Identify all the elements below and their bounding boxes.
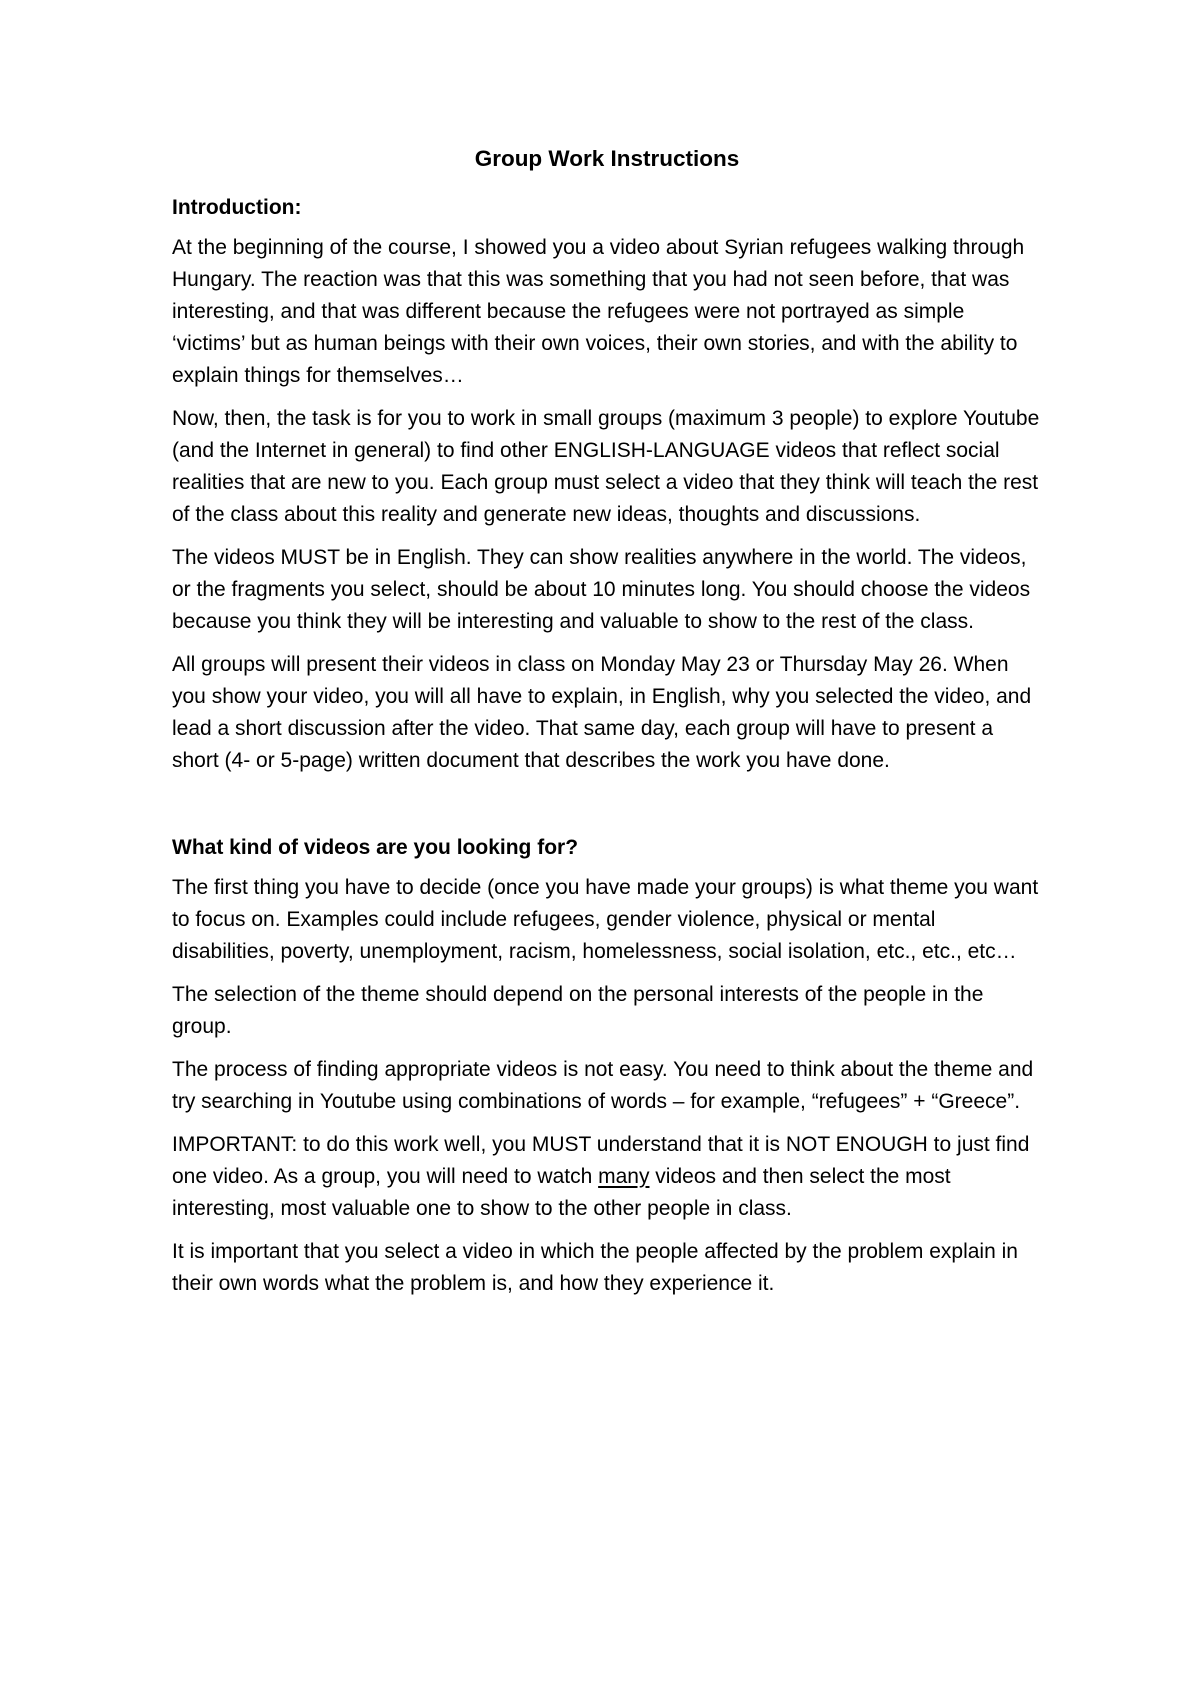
- videos-paragraph-4-end: videos and then select the most interesting, most valuable one to show to the other people in class.: [172, 1165, 951, 1220]
- videos-paragraph-3: The process of finding appropriate videos is not easy. You need to think about the theme and try searching in Youtube using combinations of words – for example, “refugees” + “Greece”.: [172, 1058, 1034, 1113]
- introduction-heading: Introduction:: [172, 196, 302, 219]
- section-spacer: [172, 788, 1042, 832]
- intro-paragraph-1: At the beginning of the course, I showed you a video about Syrian refugees walking through Hungary. The reaction was that this was something that you had not seen before, that was interesting, and that was different because the refugees were not portrayed as simple ‘victims’ but as human beings with their own voices, their own stories, and with the ability to explain things for themselves…: [172, 236, 1025, 387]
- emphasis-many: many: [598, 1165, 650, 1188]
- intro-paragraph-3: The videos MUST be in English. They can show realities anywhere in the world. The videos, or the fragments you select, should be about 10 minutes long. You should choose the videos because you think they will be interesting and valuable to show to the rest of the class.: [172, 546, 1031, 633]
- videos-paragraph-1: The first thing you have to decide (once you have made your groups) is what theme you want to focus on. Examples could include refugees, gender violence, physical or mental disabilities, poverty, unemployment, racism, homelessness, social isolation, etc., etc., etc…: [172, 876, 1039, 963]
- document-title: Group Work Instructions: [474, 146, 740, 171]
- videos-paragraph-2: The selection of the theme should depend on the personal interests of the people in the group.: [172, 983, 984, 1038]
- videos-paragraph-4: [172, 1129, 1042, 1225]
- videos-paragraph-5: It is important that you select a video in which the people affected by the problem explain in their own words what the problem is, and how they experience it.: [172, 1240, 1018, 1295]
- intro-paragraph-4: All groups will present their videos in class on Monday May 23 or Thursday May 26. When you show your video, you will all have to explain, in English, why you selected the video, and lead a short discussion after the video. That same day, each group will have to present a short (4- or 5-page) written document that describes the work you have done.: [172, 653, 1032, 772]
- videos-heading: What kind of videos are you looking for?: [172, 836, 579, 859]
- intro-paragraph-2: Now, then, the task is for you to work in small groups (maximum 3 people) to explore Youtube (and the Internet in general) to find other ENGLISH-LANGUAGE videos that reflect social realities that are new to you. Each group must select a video that they think will teach the rest of the class about this reality and generate new ideas, thoughts and discussions.: [172, 407, 1040, 526]
- document-page: [172, 140, 1042, 1311]
- videos-paragraph-4-start: IMPORTANT: to do this work well, you MUST understand that it is NOT ENOUGH to just find one video. As a group, you will need to watch: [172, 1133, 1030, 1188]
